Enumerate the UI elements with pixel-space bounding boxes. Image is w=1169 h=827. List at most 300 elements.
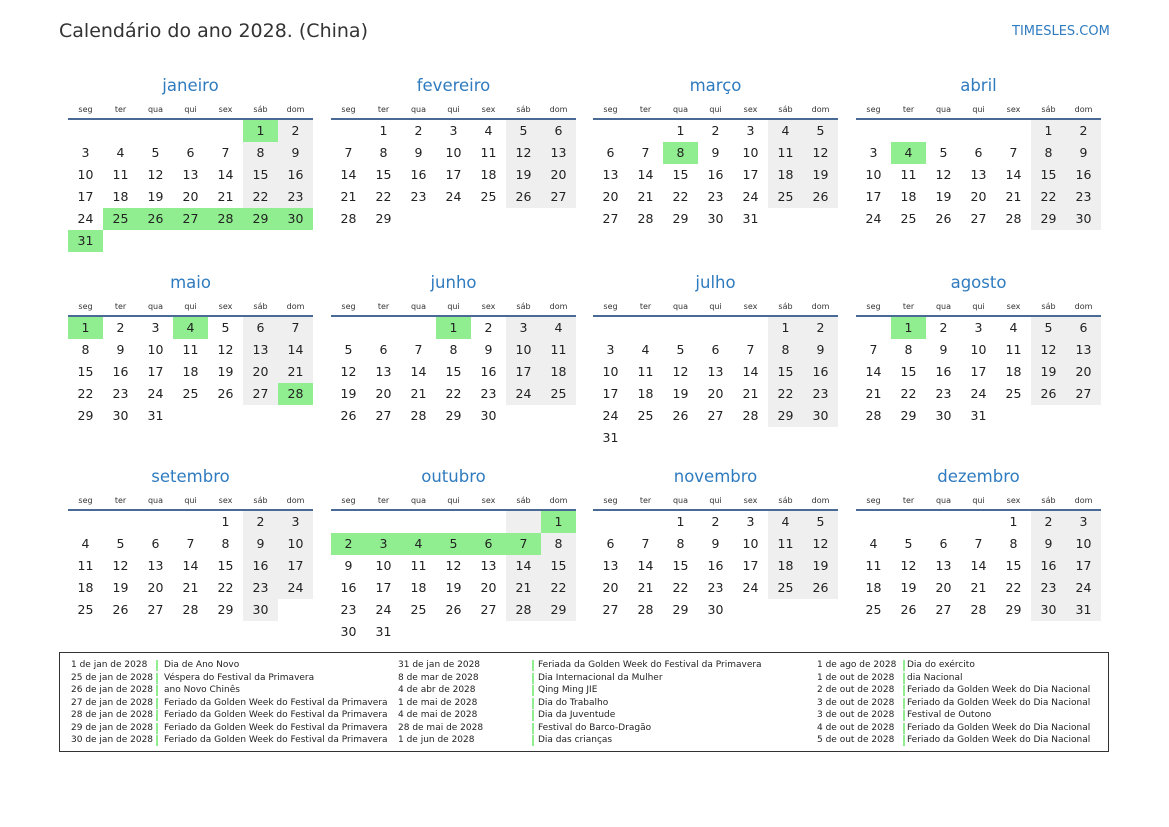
calendar-day[interactable]: 17: [1066, 555, 1101, 577]
calendar-day[interactable]: 25: [182, 386, 199, 401]
holiday-day[interactable]: 3: [366, 533, 401, 555]
calendar-day[interactable]: 15: [243, 164, 278, 186]
calendar-day[interactable]: 29: [77, 408, 94, 423]
calendar-day[interactable]: 5: [904, 536, 913, 551]
calendar-day[interactable]: 28: [506, 599, 541, 621]
calendar-day[interactable]: 2: [1031, 511, 1066, 533]
holiday-day[interactable]: 4: [891, 142, 926, 164]
calendar-day[interactable]: 3: [746, 514, 755, 529]
calendar-day[interactable]: 31: [742, 211, 759, 226]
calendar-day[interactable]: 19: [672, 386, 689, 401]
calendar-day[interactable]: 30: [803, 405, 838, 427]
calendar-day[interactable]: 13: [1066, 339, 1101, 361]
calendar-day[interactable]: 23: [112, 386, 129, 401]
calendar-day[interactable]: 25: [900, 211, 917, 226]
calendar-day[interactable]: 25: [410, 602, 427, 617]
calendar-day[interactable]: 18: [865, 580, 882, 595]
calendar-day[interactable]: 3: [746, 123, 755, 138]
calendar-day[interactable]: 17: [506, 361, 541, 383]
calendar-day[interactable]: 14: [970, 558, 987, 573]
calendar-day[interactable]: 2: [414, 123, 423, 138]
calendar-day[interactable]: 18: [410, 580, 427, 595]
calendar-day[interactable]: 7: [186, 536, 195, 551]
calendar-day[interactable]: 21: [506, 577, 541, 599]
calendar-day[interactable]: 16: [480, 364, 497, 379]
holiday-day[interactable]: 1: [243, 120, 278, 142]
calendar-day[interactable]: 1: [676, 514, 685, 529]
calendar-day[interactable]: 9: [344, 558, 353, 573]
calendar-day[interactable]: 18: [768, 164, 803, 186]
holiday-day[interactable]: 1: [891, 317, 926, 339]
calendar-day[interactable]: 10: [970, 342, 987, 357]
holiday-day[interactable]: 1: [541, 511, 576, 533]
holiday-day[interactable]: 4: [173, 317, 208, 339]
holiday-day[interactable]: 5: [436, 533, 471, 555]
calendar-day[interactable]: 10: [1066, 533, 1101, 555]
calendar-day[interactable]: 30: [1031, 599, 1066, 621]
calendar-day[interactable]: 26: [112, 602, 129, 617]
calendar-day[interactable]: 11: [541, 339, 576, 361]
calendar-day[interactable]: 17: [77, 189, 94, 204]
calendar-day[interactable]: 6: [711, 342, 720, 357]
calendar-day[interactable]: 8: [676, 536, 685, 551]
calendar-day[interactable]: 9: [939, 342, 948, 357]
calendar-day[interactable]: 5: [803, 120, 838, 142]
calendar-day[interactable]: 26: [900, 602, 917, 617]
calendar-day[interactable]: 15: [217, 558, 234, 573]
calendar-day[interactable]: 25: [1005, 386, 1022, 401]
calendar-day[interactable]: 20: [707, 386, 724, 401]
calendar-day[interactable]: 6: [541, 120, 576, 142]
calendar-day[interactable]: 10: [278, 533, 313, 555]
calendar-day[interactable]: 14: [410, 364, 427, 379]
calendar-day[interactable]: 19: [1031, 361, 1066, 383]
calendar-day[interactable]: 6: [974, 145, 983, 160]
calendar-day[interactable]: 17: [375, 580, 392, 595]
calendar-day[interactable]: 14: [278, 339, 313, 361]
calendar-day[interactable]: 7: [641, 536, 650, 551]
calendar-day[interactable]: 29: [672, 602, 689, 617]
calendar-day[interactable]: 13: [970, 167, 987, 182]
calendar-day[interactable]: 27: [243, 383, 278, 405]
calendar-day[interactable]: 10: [506, 339, 541, 361]
calendar-day[interactable]: 21: [182, 580, 199, 595]
calendar-day[interactable]: 12: [672, 364, 689, 379]
calendar-day[interactable]: 24: [742, 189, 759, 204]
calendar-day[interactable]: 28: [1005, 211, 1022, 226]
calendar-day[interactable]: 10: [602, 364, 619, 379]
calendar-day[interactable]: 13: [935, 558, 952, 573]
calendar-day[interactable]: 24: [375, 602, 392, 617]
holiday-day[interactable]: 26: [138, 208, 173, 230]
calendar-day[interactable]: 22: [672, 189, 689, 204]
calendar-day[interactable]: 5: [221, 320, 230, 335]
calendar-day[interactable]: 24: [970, 386, 987, 401]
calendar-day[interactable]: 19: [112, 580, 129, 595]
calendar-day[interactable]: 18: [637, 386, 654, 401]
calendar-day[interactable]: 17: [742, 167, 759, 182]
calendar-day[interactable]: 30: [1066, 208, 1101, 230]
calendar-day[interactable]: 20: [602, 580, 619, 595]
calendar-day[interactable]: 9: [1066, 142, 1101, 164]
calendar-day[interactable]: 2: [939, 320, 948, 335]
calendar-day[interactable]: 5: [506, 120, 541, 142]
calendar-day[interactable]: 24: [506, 383, 541, 405]
calendar-day[interactable]: 27: [602, 602, 619, 617]
calendar-day[interactable]: 1: [768, 317, 803, 339]
calendar-day[interactable]: 30: [112, 408, 129, 423]
calendar-day[interactable]: 8: [1031, 142, 1066, 164]
calendar-day[interactable]: 16: [935, 364, 952, 379]
calendar-day[interactable]: 20: [375, 386, 392, 401]
calendar-day[interactable]: 21: [340, 189, 357, 204]
calendar-day[interactable]: 29: [900, 408, 917, 423]
calendar-day[interactable]: 26: [935, 211, 952, 226]
calendar-day[interactable]: 17: [445, 167, 462, 182]
calendar-day[interactable]: 8: [449, 342, 458, 357]
calendar-day[interactable]: 23: [707, 580, 724, 595]
calendar-day[interactable]: 5: [116, 536, 125, 551]
calendar-day[interactable]: 11: [865, 558, 882, 573]
calendar-day[interactable]: 27: [707, 408, 724, 423]
calendar-day[interactable]: 15: [900, 364, 917, 379]
calendar-day[interactable]: 12: [900, 558, 917, 573]
calendar-day[interactable]: 31: [970, 408, 987, 423]
calendar-day[interactable]: 25: [480, 189, 497, 204]
calendar-day[interactable]: 27: [480, 602, 497, 617]
calendar-day[interactable]: 30: [707, 602, 724, 617]
calendar-day[interactable]: 19: [506, 164, 541, 186]
calendar-day[interactable]: 8: [243, 142, 278, 164]
calendar-day[interactable]: 11: [480, 145, 497, 160]
calendar-day[interactable]: 24: [1066, 577, 1101, 599]
calendar-day[interactable]: 22: [243, 186, 278, 208]
calendar-day[interactable]: 4: [768, 120, 803, 142]
holiday-day[interactable]: 1: [436, 317, 471, 339]
calendar-day[interactable]: 23: [1031, 577, 1066, 599]
calendar-day[interactable]: 16: [410, 167, 427, 182]
calendar-day[interactable]: 17: [970, 364, 987, 379]
calendar-day[interactable]: 13: [602, 167, 619, 182]
calendar-day[interactable]: 29: [672, 211, 689, 226]
calendar-day[interactable]: 13: [147, 558, 164, 573]
calendar-day[interactable]: 24: [147, 386, 164, 401]
calendar-day[interactable]: 10: [147, 342, 164, 357]
calendar-day[interactable]: 16: [707, 167, 724, 182]
calendar-day[interactable]: 14: [182, 558, 199, 573]
calendar-day[interactable]: 14: [506, 555, 541, 577]
calendar-day[interactable]: 23: [803, 383, 838, 405]
holiday-day[interactable]: 28: [278, 383, 313, 405]
calendar-day[interactable]: 13: [243, 339, 278, 361]
calendar-day[interactable]: 21: [970, 580, 987, 595]
calendar-day[interactable]: 15: [375, 167, 392, 182]
calendar-day[interactable]: 30: [340, 624, 357, 639]
calendar-day[interactable]: 9: [1031, 533, 1066, 555]
calendar-day[interactable]: 26: [217, 386, 234, 401]
calendar-day[interactable]: 23: [480, 386, 497, 401]
calendar-day[interactable]: 20: [147, 580, 164, 595]
calendar-day[interactable]: 12: [112, 558, 129, 573]
calendar-day[interactable]: 6: [243, 317, 278, 339]
calendar-day[interactable]: 3: [974, 320, 983, 335]
calendar-day[interactable]: 29: [768, 405, 803, 427]
calendar-day[interactable]: 11: [900, 167, 917, 182]
calendar-day[interactable]: 9: [711, 145, 720, 160]
calendar-day[interactable]: 14: [340, 167, 357, 182]
calendar-day[interactable]: 22: [217, 580, 234, 595]
calendar-day[interactable]: 10: [865, 167, 882, 182]
calendar-day[interactable]: 8: [541, 533, 576, 555]
holiday-day[interactable]: 7: [506, 533, 541, 555]
calendar-day[interactable]: 5: [151, 145, 160, 160]
calendar-day[interactable]: 10: [742, 536, 759, 551]
calendar-day[interactable]: 8: [379, 145, 388, 160]
calendar-day[interactable]: 11: [410, 558, 427, 573]
calendar-day[interactable]: 7: [1009, 145, 1018, 160]
holiday-day[interactable]: 8: [663, 142, 698, 164]
calendar-day[interactable]: 25: [637, 408, 654, 423]
calendar-day[interactable]: 9: [116, 342, 125, 357]
calendar-day[interactable]: 24: [865, 211, 882, 226]
calendar-day[interactable]: 28: [865, 408, 882, 423]
calendar-day[interactable]: 19: [803, 164, 838, 186]
calendar-day[interactable]: 23: [935, 386, 952, 401]
calendar-day[interactable]: 18: [900, 189, 917, 204]
calendar-day[interactable]: 20: [480, 580, 497, 595]
calendar-day[interactable]: 26: [340, 408, 357, 423]
calendar-day[interactable]: 20: [935, 580, 952, 595]
calendar-day[interactable]: 7: [869, 342, 878, 357]
calendar-day[interactable]: 12: [340, 364, 357, 379]
calendar-day[interactable]: 15: [1031, 164, 1066, 186]
calendar-day[interactable]: 28: [637, 211, 654, 226]
calendar-day[interactable]: 8: [221, 536, 230, 551]
calendar-day[interactable]: 20: [1066, 361, 1101, 383]
calendar-day[interactable]: 17: [865, 189, 882, 204]
calendar-day[interactable]: 15: [77, 364, 94, 379]
calendar-day[interactable]: 30: [935, 408, 952, 423]
calendar-day[interactable]: 6: [151, 536, 160, 551]
calendar-day[interactable]: 16: [707, 558, 724, 573]
calendar-day[interactable]: 22: [541, 577, 576, 599]
calendar-day[interactable]: 26: [672, 408, 689, 423]
calendar-day[interactable]: 14: [1005, 167, 1022, 182]
calendar-day[interactable]: 12: [217, 342, 234, 357]
calendar-day[interactable]: 17: [147, 364, 164, 379]
calendar-day[interactable]: 27: [375, 408, 392, 423]
calendar-day[interactable]: 16: [112, 364, 129, 379]
calendar-day[interactable]: 21: [742, 386, 759, 401]
calendar-day[interactable]: 19: [900, 580, 917, 595]
calendar-day[interactable]: 19: [445, 580, 462, 595]
calendar-day[interactable]: 1: [379, 123, 388, 138]
calendar-day[interactable]: 25: [541, 383, 576, 405]
calendar-day[interactable]: 23: [243, 577, 278, 599]
calendar-day[interactable]: 31: [147, 408, 164, 423]
calendar-day[interactable]: 15: [541, 555, 576, 577]
calendar-day[interactable]: 6: [379, 342, 388, 357]
calendar-day[interactable]: 10: [445, 145, 462, 160]
calendar-day[interactable]: 6: [606, 536, 615, 551]
calendar-day[interactable]: 13: [480, 558, 497, 573]
calendar-day[interactable]: 29: [541, 599, 576, 621]
calendar-day[interactable]: 30: [707, 211, 724, 226]
calendar-day[interactable]: 6: [186, 145, 195, 160]
calendar-day[interactable]: 13: [602, 558, 619, 573]
calendar-day[interactable]: 12: [935, 167, 952, 182]
calendar-day[interactable]: 7: [974, 536, 983, 551]
calendar-day[interactable]: 1: [1009, 514, 1018, 529]
calendar-day[interactable]: 14: [742, 364, 759, 379]
calendar-day[interactable]: 2: [803, 317, 838, 339]
calendar-day[interactable]: 3: [151, 320, 160, 335]
calendar-day[interactable]: 7: [221, 145, 230, 160]
calendar-day[interactable]: 10: [742, 145, 759, 160]
calendar-day[interactable]: 13: [182, 167, 199, 182]
calendar-day[interactable]: 24: [602, 408, 619, 423]
calendar-day[interactable]: 25: [768, 186, 803, 208]
calendar-day[interactable]: 4: [768, 511, 803, 533]
calendar-day[interactable]: 29: [1031, 208, 1066, 230]
calendar-day[interactable]: 11: [182, 342, 199, 357]
calendar-day[interactable]: 17: [278, 555, 313, 577]
holiday-day[interactable]: 29: [243, 208, 278, 230]
calendar-day[interactable]: 3: [869, 145, 878, 160]
calendar-day[interactable]: 3: [1066, 511, 1101, 533]
calendar-day[interactable]: 7: [746, 342, 755, 357]
calendar-day[interactable]: 29: [1005, 602, 1022, 617]
calendar-day[interactable]: 27: [1066, 383, 1101, 405]
calendar-day[interactable]: 19: [803, 555, 838, 577]
calendar-day[interactable]: 12: [445, 558, 462, 573]
calendar-day[interactable]: 28: [970, 602, 987, 617]
calendar-day[interactable]: 27: [602, 211, 619, 226]
calendar-day[interactable]: 9: [484, 342, 493, 357]
calendar-day[interactable]: 3: [606, 342, 615, 357]
calendar-day[interactable]: 12: [803, 533, 838, 555]
calendar-day[interactable]: 12: [147, 167, 164, 182]
calendar-day[interactable]: 23: [707, 189, 724, 204]
calendar-day[interactable]: 22: [77, 386, 94, 401]
calendar-day[interactable]: 2: [1066, 120, 1101, 142]
calendar-day[interactable]: 11: [112, 167, 129, 182]
calendar-day[interactable]: 5: [344, 342, 353, 357]
calendar-day[interactable]: 9: [243, 533, 278, 555]
calendar-day[interactable]: 16: [1031, 555, 1066, 577]
calendar-day[interactable]: 27: [935, 602, 952, 617]
calendar-day[interactable]: 3: [506, 317, 541, 339]
calendar-day[interactable]: 15: [445, 364, 462, 379]
calendar-day[interactable]: 14: [637, 167, 654, 182]
calendar-day[interactable]: 15: [672, 167, 689, 182]
calendar-day[interactable]: 14: [637, 558, 654, 573]
calendar-day[interactable]: 6: [606, 145, 615, 160]
calendar-day[interactable]: 4: [116, 145, 125, 160]
calendar-day[interactable]: 20: [182, 189, 199, 204]
calendar-day[interactable]: 25: [865, 602, 882, 617]
calendar-day[interactable]: 26: [803, 577, 838, 599]
calendar-day[interactable]: 2: [484, 320, 493, 335]
calendar-day[interactable]: 30: [480, 408, 497, 423]
calendar-day[interactable]: 27: [147, 602, 164, 617]
holiday-day[interactable]: 30: [278, 208, 313, 230]
calendar-day[interactable]: 21: [637, 580, 654, 595]
calendar-day[interactable]: 21: [217, 189, 234, 204]
calendar-day[interactable]: 22: [1005, 580, 1022, 595]
calendar-day[interactable]: 8: [1009, 536, 1018, 551]
holiday-day[interactable]: 6: [471, 533, 506, 555]
calendar-day[interactable]: 22: [375, 189, 392, 204]
calendar-day[interactable]: 10: [375, 558, 392, 573]
calendar-day[interactable]: 4: [484, 123, 493, 138]
calendar-day[interactable]: 6: [939, 536, 948, 551]
calendar-day[interactable]: 12: [1031, 339, 1066, 361]
calendar-day[interactable]: 19: [340, 386, 357, 401]
calendar-day[interactable]: 7: [641, 145, 650, 160]
calendar-day[interactable]: 16: [278, 164, 313, 186]
calendar-day[interactable]: 12: [506, 142, 541, 164]
calendar-day[interactable]: 22: [1031, 186, 1066, 208]
calendar-day[interactable]: 1: [676, 123, 685, 138]
calendar-day[interactable]: 11: [1005, 342, 1022, 357]
calendar-day[interactable]: 20: [602, 189, 619, 204]
calendar-day[interactable]: 28: [182, 602, 199, 617]
calendar-day[interactable]: 18: [541, 361, 576, 383]
calendar-day[interactable]: 2: [711, 123, 720, 138]
calendar-day[interactable]: 30: [243, 599, 278, 621]
calendar-day[interactable]: 9: [803, 339, 838, 361]
calendar-day[interactable]: 22: [445, 386, 462, 401]
holiday-day[interactable]: 1: [68, 317, 103, 339]
calendar-day[interactable]: 20: [970, 189, 987, 204]
calendar-day[interactable]: 15: [768, 361, 803, 383]
calendar-day[interactable]: 14: [217, 167, 234, 182]
holiday-day[interactable]: 27: [173, 208, 208, 230]
calendar-day[interactable]: 22: [900, 386, 917, 401]
calendar-day[interactable]: 5: [676, 342, 685, 357]
calendar-day[interactable]: 11: [768, 533, 803, 555]
calendar-day[interactable]: 22: [768, 383, 803, 405]
calendar-day[interactable]: 3: [81, 145, 90, 160]
calendar-day[interactable]: 27: [541, 186, 576, 208]
calendar-day[interactable]: 1: [221, 514, 230, 529]
calendar-day[interactable]: 9: [278, 142, 313, 164]
calendar-day[interactable]: 21: [1005, 189, 1022, 204]
calendar-day[interactable]: 12: [803, 142, 838, 164]
holiday-day[interactable]: 25: [103, 208, 138, 230]
calendar-day[interactable]: 19: [147, 189, 164, 204]
calendar-day[interactable]: 26: [506, 186, 541, 208]
calendar-day[interactable]: 9: [414, 145, 423, 160]
holiday-day[interactable]: 31: [68, 230, 103, 252]
calendar-day[interactable]: 18: [768, 555, 803, 577]
calendar-day[interactable]: 18: [1005, 364, 1022, 379]
calendar-day[interactable]: 7: [278, 317, 313, 339]
calendar-day[interactable]: 8: [768, 339, 803, 361]
calendar-day[interactable]: 10: [77, 167, 94, 182]
calendar-day[interactable]: 4: [81, 536, 90, 551]
calendar-day[interactable]: 18: [480, 167, 497, 182]
calendar-day[interactable]: 28: [410, 408, 427, 423]
calendar-day[interactable]: 24: [77, 211, 94, 226]
calendar-day[interactable]: 25: [77, 602, 94, 617]
calendar-day[interactable]: 26: [803, 186, 838, 208]
calendar-day[interactable]: 15: [1005, 558, 1022, 573]
calendar-day[interactable]: 29: [375, 211, 392, 226]
calendar-day[interactable]: 5: [803, 511, 838, 533]
calendar-day[interactable]: 20: [243, 361, 278, 383]
